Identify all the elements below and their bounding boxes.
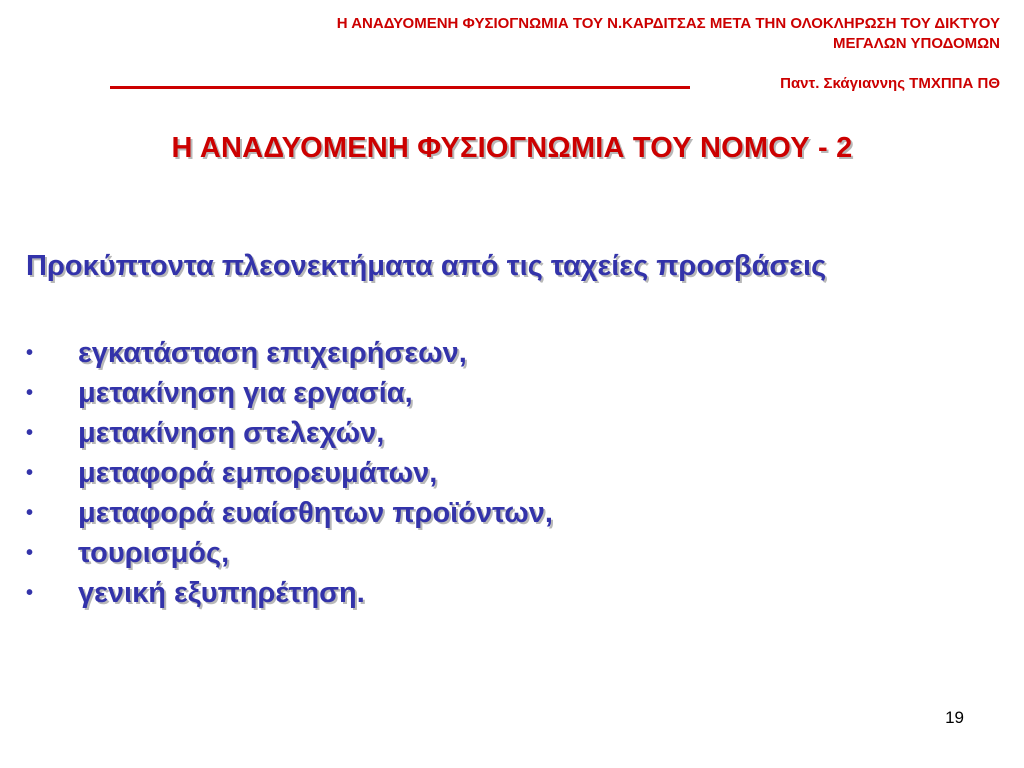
bullet-item xyxy=(26,413,553,453)
bullet-dot-icon: • xyxy=(26,462,34,484)
bullet-dot-icon: • xyxy=(26,582,34,604)
bullet-item xyxy=(26,573,553,613)
bullet-dot-icon: • xyxy=(26,542,34,564)
header-author: Παντ. Σκάγιαννης ΤΜΧΠΠΑ ΠΘ xyxy=(780,75,1000,92)
header-title xyxy=(120,14,1000,54)
bullet-item xyxy=(26,373,553,413)
bullet-item xyxy=(26,453,553,493)
slide-subheading: Προκύπτοντα πλεονεκτήματα από τις ταχείες προσβάσεις xyxy=(26,250,827,282)
bullet-dot-icon: • xyxy=(26,422,34,444)
bullet-text: εγκατάσταση επιχειρήσεων, xyxy=(78,337,467,369)
bullet-dot-icon: • xyxy=(26,502,34,524)
bullet-item xyxy=(26,533,553,573)
bullet-item xyxy=(26,333,553,373)
bullet-item xyxy=(26,493,553,533)
bullet-text: γενική εξυπηρέτηση. xyxy=(78,577,365,609)
bullet-dot-icon: • xyxy=(26,342,34,364)
bullet-text: μεταφορά εμπορευμάτων, xyxy=(78,457,438,489)
bullet-text: μετακίνηση στελεχών, xyxy=(78,417,385,449)
bullet-list xyxy=(26,333,553,613)
bullet-text: μεταφορά ευαίσθητων προϊόντων, xyxy=(78,497,553,529)
bullet-text: μετακίνηση για εργασία, xyxy=(78,377,413,409)
bullet-text: τουρισμός, xyxy=(78,537,230,569)
bullet-dot-icon: • xyxy=(26,382,34,404)
header-divider xyxy=(110,86,690,89)
slide-title: Η ΑΝΑΔΥΟΜΕΝΗ ΦΥΣΙΟΓΝΩΜΙΑ ΤΟΥ ΝΟΜΟΥ - 2 xyxy=(171,132,853,164)
header-title-line-2: ΜΕΓΑΛΩΝ ΥΠΟΔΟΜΩΝ xyxy=(833,35,1000,52)
header-title-line-1: Η ΑΝΑΔΥΟΜΕΝΗ ΦΥΣΙΟΓΝΩΜΙΑ ΤΟΥ Ν.ΚΑΡΔΙΤΣΑΣ ΜΕΤΑ ΤΗΝ ΟΛΟΚΛΗΡΩΣΗ ΤΟΥ ΔΙΚΤΥΟΥ xyxy=(336,15,1000,32)
page-number: 19 xyxy=(945,708,964,727)
